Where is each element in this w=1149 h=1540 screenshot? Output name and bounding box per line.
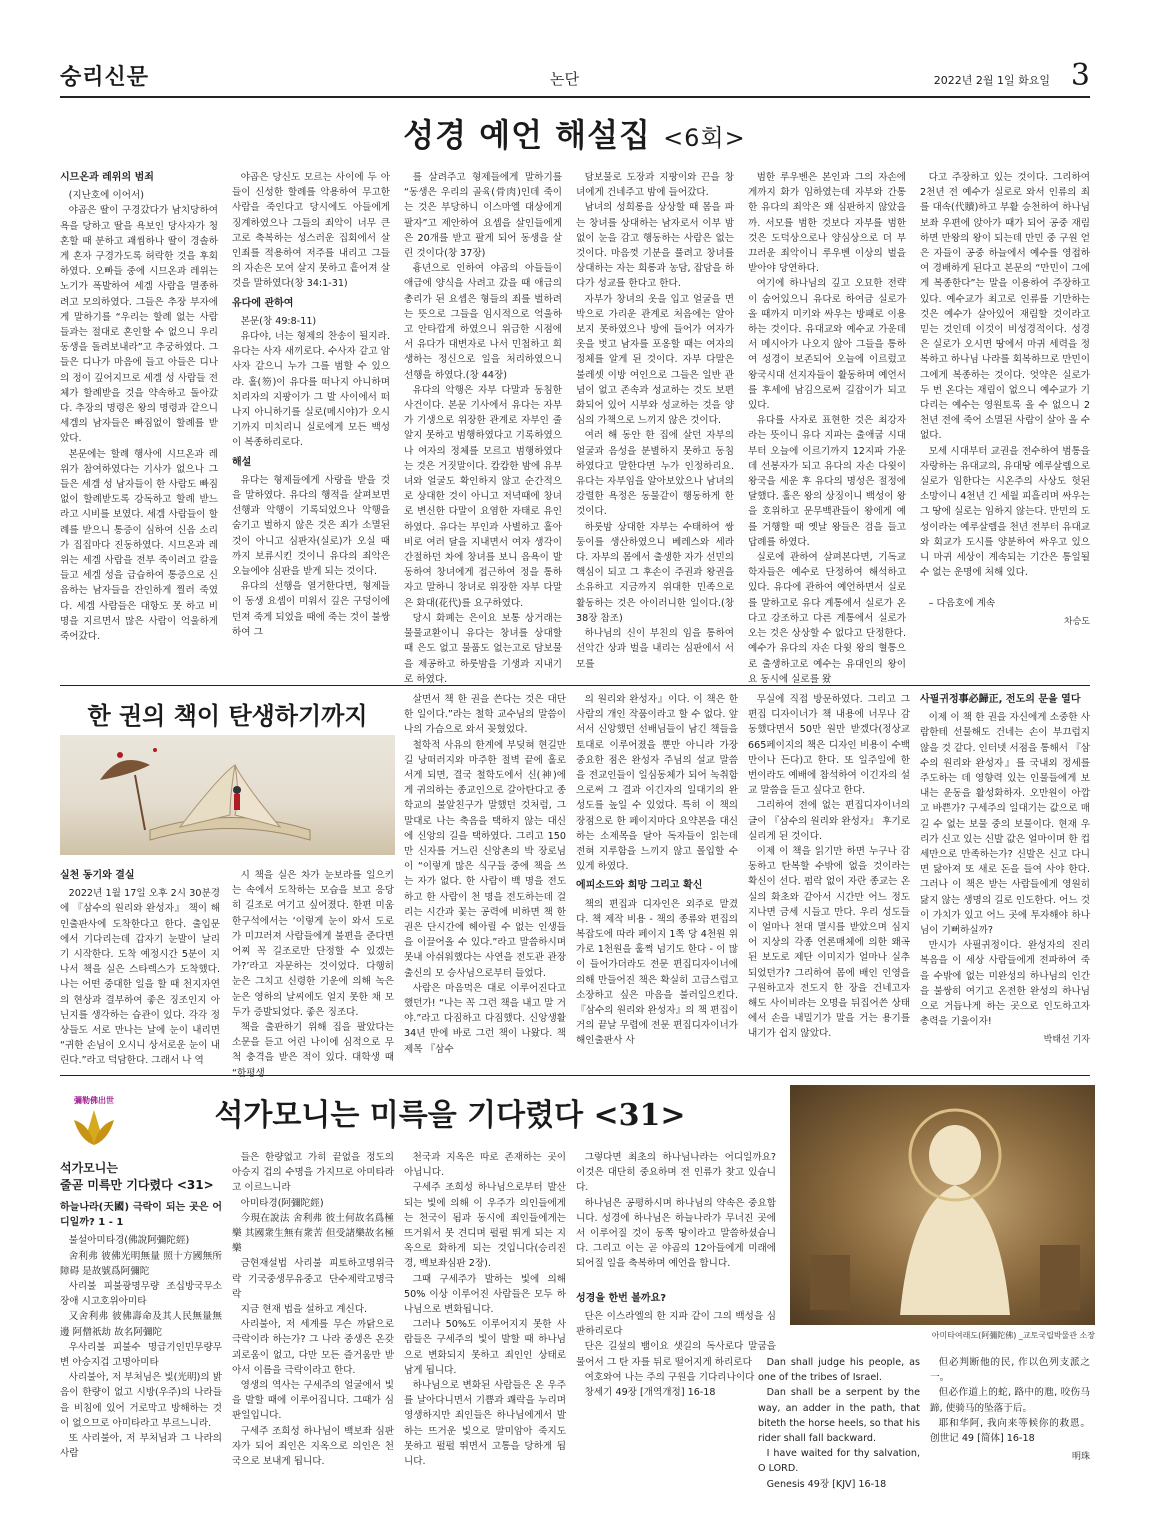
amitabha-painting bbox=[790, 1085, 1095, 1325]
paragraph: 남녀의 성희롱을 상상할 때 몸을 파는 창녀를 상대하는 남자로서 이부 밤 없이 눈을 감고 행동하는 사람은 없는 것이다. 마음껏 기분을 풀려고 창녀를 상대하는 자는 희롱과 농담, 잡담을 하다가 성교를 한다고 한다. bbox=[576, 202, 734, 290]
paragraph: 但必判断他的民, 作以色列支派之一。 bbox=[930, 1357, 1090, 1384]
buddha-col-6 bbox=[930, 1355, 1090, 1530]
section-divider-2 bbox=[60, 1075, 1090, 1076]
paragraph: 시 책을 실은 차가 눈보라를 일으키는 속에서 도착하는 모습을 보고 응당히 길조로 여기고 싶어졌다. 한편 미움 한구석에서는 ‘이렇게 눈이 와서 도로가 미끄러져 사람들에게 불편을 준다면 어찌 꼭 길조로만 단정할 수 있겠는가?’라고 자문하는 것이었다. 다행히 눈은 그치고 신령한 기운에 의해 녹은 눈은 영하의 날씨에도 얼지 못한 채 모두가 증발되었다. 좋은 징조다. bbox=[232, 870, 394, 1018]
paragraph: 이제 이 책 한 권을 자신에게 소중한 사람한테 선물해도 건네는 손이 부끄럽지 않을 것 같다. 인터넷 서점을 통해서 『삼수의 원리와 완성자』를 국내외 정세를 주도하는 데 영향력 있는 인물들에게 보내는 운동을 활성화하자. 오만원이 아깝고 바쁜가? 구세주의 일대기는 값으로 매길 수 없는 보물 중의 보물이다. 현재 우리가 신고 있는 신발 값은 얼마이며 한 컵세만으로 만족하는가? 신발은 신고 다니면 닳아져 또 새로 돈을 들여 사야 한다. 그러나 이 책은 받는 사람들에게 영원히 닳지 않는 생명의 길로 인도한다. 어느 것이 가치가 있고 어느 곳에 투자해야 하나님이 기뻐하실까? bbox=[920, 712, 1090, 937]
newspaper-logo: 숭리신문 bbox=[60, 65, 150, 90]
paragraph: 但必作道上的蛇, 路中的虺, 咬伤马蹄, 使骑马的坠落于后。 bbox=[930, 1387, 1090, 1414]
paragraph: 구세주 조희성 하나님이 백보좌 심판자가 되어 죄인은 지옥으로 의인은 천국으로 보내게 됩니다. bbox=[232, 1425, 394, 1468]
buddha-figure-icon bbox=[790, 1085, 1095, 1325]
page-number: 3 bbox=[1070, 58, 1090, 93]
paragraph: 여러 해 동안 한 집에 살던 자부의 얼굴과 음성을 분별하지 못하고 동침하였다고 말한다면 누가 인정하리요. 유다는 자부임을 알아보았으나 남녀의 강렬한 욕정은 동물같이 행동하게 한 것이다. bbox=[576, 430, 734, 518]
paragraph: 그렇다면 최초의 하나님나라는 어디일까요? 이것은 대단히 중요하며 전 인류가 찾고 있습니다. bbox=[576, 1152, 776, 1194]
subheading: 시므온과 레위의 범죄 bbox=[60, 172, 154, 183]
book-title-box bbox=[60, 690, 395, 740]
paragraph: 본문(창 49:8-11) bbox=[240, 315, 317, 327]
subheading: 하늘나라(天國) 극락이 되는 곳은 어디일까? 1 - 1 bbox=[60, 1202, 222, 1229]
buddha-col-5 bbox=[758, 1355, 920, 1530]
paragraph: 하룻밤 상대한 자부는 수태하여 쌍둥이를 생산하였으니 베레스와 세라다. 자부의 몸에서 출생한 자가 선민의 핵심이 되고 그 후손이 주권과 왕권을 소유하고 지금까지 위대한 민족으로 활동하는 것은 아이러니한 일이다.(창 38장 참조) bbox=[576, 521, 734, 624]
paragraph: 만시가 사필귀정이다. 완성자의 진리 복음을 이 세상 사람들에게 전파하여 죽을 수밖에 없는 미완성의 하나님의 인간을 불쌍히 여기고 온전한 완성의 하나님으로 거듭나게 하는 곳으로 인도하고자 총력을 기울이자! bbox=[920, 940, 1090, 1028]
paragraph: 당시 화폐는 은이요 보통 상거래는 물물교환이니 유다는 창녀를 상대할 때 은도 없고 물품도 없는고로 담보물을 제공하고 하룻밤을 기생과 지내기로 하였다. bbox=[404, 612, 562, 685]
prophecy-title bbox=[0, 110, 1149, 156]
paragraph: 그때 구세주가 발하는 빛에 의해 50% 이상 이루어진 사람들은 모두 하나님으로 변화됩니다. bbox=[404, 1273, 566, 1316]
paragraph: 창세기 49장 [개역개정] 16-18 bbox=[584, 1387, 716, 1399]
prophecy-col-6 bbox=[920, 170, 1090, 680]
section-name: 논단 bbox=[550, 70, 579, 88]
paragraph: 또 사리불아, 저 부처님과 그 나라의 사람 bbox=[60, 1433, 222, 1460]
paragraph: 천국과 지옥은 따로 존재하는 곳이 아닙니다. bbox=[404, 1152, 566, 1179]
subheading: 유다에 관하여 bbox=[232, 297, 294, 309]
paragraph: 본문에는 할례 행사에 시므온과 레위가 참여하였다는 기사가 없으나 그들은 세겜 성 남자들이 한 사람도 빠짐없이 할례받도록 강독하고 할례 받느라고 시비를 보였다. 세겜 사람들이 할례를 받으니 통증이 심하여 신음 소리가 집집마다 진동하였다. 시므온과 레위는 세겜 사람을 전부 죽이려고 칼을 들고 세겜 성을 급습하여 통증으로 신음하는 남자들을 잔인하게 찔러 죽였다. 세겜 사람들은 대항도 못 하고 비명을 지르면서 많은 사람이 억울하게 죽어갔다. bbox=[60, 448, 218, 643]
paragraph: 유다야, 너는 형제의 찬송이 될지라. 유다는 사자 새끼로다. 수사자 같고 암사자 같으니 누가 그를 범할 수 있으랴. 홀(笏)이 유다를 떠나지 아니하며 치리자의 지팡이가 그 발 사이에서 떠나지 아니하기를 실로(메시야)가 오시기까지 미치리니 실로에게 모든 백성이 복종하리로다. bbox=[232, 331, 390, 449]
paragraph: 실로에 관하여 살펴본다면, 기독교 학자들은 예수로 단정하여 해석하고 있다. 유다에 관하여 예언하면서 실로를 말하고로 유다 계통에서 실로가 온다고 강조하고 다른 계통에서 실로가 오는 것은 상상할 수 없다고 단정한다. 예수가 유다의 자손 다윗 왕의 혈통으로 출생하고로 예수는 유대인의 왕이요 동시에 실로를 왔 bbox=[748, 552, 906, 685]
subheading: 에피소드와 희망 그리고 확신 bbox=[576, 880, 703, 892]
prophecy-col-1 bbox=[60, 170, 218, 680]
paragraph: 금현재설법 사리불 피토하고명위극락 기국중생무유중고 단수제락고명극락 bbox=[232, 1258, 394, 1300]
prophecy-episode: <6회> bbox=[663, 124, 746, 152]
paragraph: 舍利弗 彼佛光明無量 照十方國無所障碍 是故號爲阿彌陀 bbox=[60, 1250, 222, 1277]
paragraph: 이제 이 책을 읽기만 하면 누구나 감동하고 탄복할 수밖에 없을 것이라는 확신이 선다. 펌락 없이 자란 종교는 온실의 화초와 같아서 시간만 어느 정도 지나면 금세 시들고 만다. 우리 성도들이 얼마나 천대 멸시를 받았으며 심지어 지상의 각종 언론매체에 의한 왜곡된 보도로 제단 이미지가 얼마나 실추되었던가? 그리하여 몸에 배인 인영을 구원하고자 전도지 한 장을 건네고자 해도 사이비라는 오명을 뒤집어쓴 상태에서 손을 내밀기가 말을 거는 용기를 내기가 쉽지 않았다. bbox=[748, 846, 910, 1040]
paragraph: 들은 한량없고 가히 끝없을 정도의 아승지 겁의 수명을 가지므로 아미타라고 이르느니라 bbox=[232, 1152, 394, 1194]
paragraph: 耶和华阿, 我向来等候你的救恩。 创世记 49 [简体] 16-18 bbox=[930, 1417, 1090, 1445]
paragraph: 구세주 조희성 하나님으로부터 발산되는 빛에 의해 이 우주가 의인들에게는 천국이 됨과 동시에 죄인들에게는 뜨거워서 못 견디며 펄펄 뛰게 되는 지옥으로 화하게 되는 것입니다(승리진경, 백보좌심판 2장). bbox=[404, 1182, 566, 1270]
book-title: 한 권의 책이 탄생하기까지 bbox=[87, 702, 368, 730]
paragraph: 그리하여 전에 없는 편집디자이너의 글이 『삼수의 원리와 완성자』 후기로 실리게 된 것이다. bbox=[748, 800, 910, 842]
prophecy-col-3 bbox=[404, 170, 562, 685]
paragraph bbox=[920, 580, 1090, 595]
buddha-col-3 bbox=[404, 1150, 566, 1530]
paragraph: 사리불아, 저 세계를 무슨 까닭으로 극락이라 하는가? 그 나라 중생은 온갖 괴로움이 없고, 다만 모든 즐거움만 받아서 이름을 극락이라고 한다. bbox=[232, 1319, 394, 1376]
paragraph: 다고 주장하고 있는 것이다. 그리하여 2천년 전 예수가 실로로 와서 인류의 죄를 대속(代贖)하고 부활 승천하여 하나님 보좌 우편에 앉아가 때가 되어 공중 재림하면 만왕의 왕이 되는데 만민 중 구원 얻은 자들이 공중 하늘에서 예수를 영접하여 경배하게 된다고 본문의 “만민이 그에게 복종한다”는 말을 이용하여 주장하고 있다. 예수교가 최고로 인류를 기만하는 것은 예수가 살아있어 재림할 것이라고 믿는 것인데 이것이 비성경적이다. 성경은 실로가 오시면 땅에서 마귀 세력을 정복하고 하나님 나라를 회복하므로 만민이 그에게 복종하는 것이다. 엇약은 실로가 두 번 온다는 재림이 없으니 예수교가 기다리는 예수는 영원토록 올 수 없으니 2천년 전에 죽어 소멸된 사람이 살아 올 수 없다. bbox=[920, 172, 1090, 442]
book-col-2 bbox=[232, 868, 394, 1079]
side-title-line-1: 석가모니는 bbox=[60, 1161, 118, 1175]
issue-date: 2022년 2월 1일 화요일 bbox=[933, 74, 1050, 87]
author-byline: 明珠 bbox=[1071, 1452, 1090, 1463]
paragraph bbox=[576, 1272, 776, 1287]
prophecy-col-5 bbox=[748, 170, 906, 685]
paragraph: 유다의 선행을 열거한다면, 형제들이 동생 요셉이 미워서 깊은 구덩이에 던져 죽게 되었을 때에 죽는 것이 불쌍하여 그 bbox=[232, 581, 390, 638]
paragraph: 여기에 하나님의 깊고 오묘한 전략이 숨어있으니 유다로 하여금 실로가 올 때까지 미키와 싸우는 방패로 이용하는 것이다. 유대교와 예수교 가운데서 메시아가 나오지 않아 그들을 통하여 성경이 보존되어 오늘에 이르렀고 왕국시대 선지자들이 활동하며 예언서를 후세에 남김으로써 길잡이가 되고 있다. bbox=[748, 278, 906, 412]
paragraph: 여호와여 나는 주의 구원을 기다리나이다 bbox=[584, 1371, 755, 1383]
side-title-line-2: 줄곧 미륵만 기다렸다 <31> bbox=[60, 1178, 214, 1192]
paragraph: 의 원리와 완성자』이다. 이 책은 한 사람의 개인 작품이라고 할 수 없다. 앞서서 신앙했던 선배님들이 남긴 책들을 토대로 이루어졌을 뿐만 아니라 가장 중요한 점은 완성자 주님의 설교 말씀을 전교인들이 일심동체가 되어 녹취함으로써 그 결과 이긴자의 일대기의 완성도를 높일 수 있었다. 특히 이 책의 장점으로 한 페이지마다 요약본을 대신하는 소제목을 달아 독자들이 읽는데 전혀 지루함을 느끼지 않고 몰입할 수 있게 하였다. bbox=[576, 694, 738, 873]
paragraph: 유다는 형제들에게 사랑을 받을 것을 말하였다. 유다의 행적을 살펴보면 선행과 악행이 기록되었으나 악행을 숨기고 벌하지 않은 것은 죄가 소멸된 것이 아니고 심판자(실로)가 오실 때까지 보류시킨 것이니 유다의 죄악은 오늘에야 심판을 받게 되는 것이다. bbox=[232, 474, 390, 578]
paragraph: 모세 시대부터 교권을 전수하여 범통을 자랑하는 유대교의, 유대땅 예루살렘으로 실로가 임한다는 시온주의 사상도 헛된 소망이니 4천년 긴 세월 피흘리며 싸우는 그 땅에 실로는 임하지 않는다. 만민의 도성이라는 예루살렘을 천년 전부터 유대교와 회교가 도시를 양분하여 싸우고 있으니 마귀 세상이 계속되는 기간은 통일될 수 없는 운명에 처해 있다. bbox=[920, 445, 1090, 579]
paragraph: 그러나 50%도 이루어지지 못한 사람들은 구세주의 빛이 발할 때 하나님으로 변화되지 못하고 죄인인 상태로 남게 됩니다. bbox=[404, 1319, 566, 1376]
paragraph: 아미타경(阿彌陀經) bbox=[240, 1197, 324, 1209]
paragraph: 자부가 창녀의 옷을 입고 얼굴을 면박으로 가리운 관계로 처음에는 알아보지 못하였으나 방에 들어가 여자가 옷을 벗고 남자를 포옹할 때는 여자의 정체를 알게 된 것이다. 자부 다말은 불레셋 이방 여인으로 그들은 일반 관념이 없고 존속과 성교하는 것도 보편화되어 있어 시부와 성교하는 것을 양심의 가책으로 느끼지 않은 것이다. bbox=[576, 293, 734, 427]
paragraph: Dan shall be a serpent by the way, an adder in the path, that biteth the horse heels, so that his rider shall fall backward. bbox=[758, 1387, 920, 1445]
author-byline: 차승도 bbox=[1063, 616, 1090, 627]
prophecy-col-2 bbox=[232, 170, 390, 680]
paragraph: 무실에 직접 방문하였다. 그리고 그 편집 디자이너가 책 내용에 너무나 감동했다면서 50만 원만 받겠다(정상교 665페이지의 책은 디자인 비용이 수백만이나 든다)고 한다. 또 일주일에 한 번이라도 예배에 참석하여 이긴자의 설교 말씀을 듣고 싶다고 한다. bbox=[748, 694, 910, 797]
paragraph: 하나님은 공평하시며 하나님의 약속은 중요합니다. 성경에 하나님은 하늘나라가 무너진 곳에서 이루어질 것이 동쪽 땅이라고 말씀하셨습니다. 그리고 이는 곧 야곱의 12아들에게 미래에 되어질 일을 축복하며 예언을 합니다. bbox=[576, 1197, 776, 1270]
subheading: 실천 동기와 결실 bbox=[60, 870, 135, 881]
paragraph: 又舍利弗 彼佛壽命及其人民無量無邊 阿僧祇劫 故名阿彌陀 bbox=[60, 1311, 222, 1338]
book-col-4 bbox=[576, 692, 738, 1072]
subheading: 성경을 한번 볼까요? bbox=[576, 1292, 667, 1304]
subheading: 해설 bbox=[232, 456, 252, 468]
paragraph: 살면서 책 한 권을 쓴다는 것은 대단한 일이다.”라는 철학 교수님의 말씀이 나의 가슴으로 와서 꽂혔었다. bbox=[404, 694, 566, 736]
paragraph: 단은 길섶의 뱀이요 샛길의 독사로다 말굽을 물어서 그 탄 자를 뒤로 떨어지게 하리로다 bbox=[576, 1341, 776, 1368]
paragraph: 범한 루우벤은 본인과 그의 자손에게까지 화가 임하였는데 자부와 간통한 유다의 죄악은 왜 심판하지 않았을까. 서모를 범한 것보다 자부를 범한 것은 도덕상으로나 양심상으로 더 부끄러운 죄악이니 루우벤 이상의 벌을 받아야 당연하다. bbox=[748, 172, 906, 275]
paragraph: 유다를 사자로 표현한 것은 최강자라는 뜻이니 유다 지파는 출애굽 시대부터 오늘에 이르기까지 12지파 가운데 선봉자가 되고 유다의 자손 다윗이 왕국을 세운 후 유다의 명성은 절정에 달했다. 홀은 왕의 상징이니 백성이 왕을 호위하고 문무백관들이 왕에게 예를 거행할 때 옛날 왕들은 검을 들고 답례를 하였다. bbox=[748, 415, 906, 548]
paragraph: I have waited for thy salvation, O LORD. bbox=[758, 1448, 920, 1475]
badge-label: 彌勒佛出世 bbox=[74, 1096, 114, 1105]
book-col-6 bbox=[920, 692, 1090, 1072]
buddha-col-2 bbox=[232, 1150, 394, 1530]
paragraph: 야곱은 딸이 구경갔다가 남치당하여 욕을 당하고 딸을 욕보인 당사자가 청혼할 때 분하고 괘씸하나 딸이 경솔하게 혼자 구경가도록 허락한 것을 후회하였다. 오빠들 중에 시므온과 레위는 노기가 폭발하여 세겜 사람을 멸종하려고 모의하였다. 그들은 추장 부자에게 말하기를 “우리는 할례 없는 사람들과는 절대로 혼인할 수 없으니 우리 동생을 돌려보내라”고 추궁하였다. 그들은 디나가 마음에 들고 아들은 디나의 정이 깊어지므로 세겜 성 사람들 전체가 할례받을 것을 약속하고 돌아갔다. 추장의 명령은 왕의 명령과 같으니 세겜의 남자들은 빠짐없이 할례를 받았다. bbox=[60, 205, 218, 445]
book-col-5 bbox=[748, 692, 910, 1072]
book-illustration bbox=[60, 735, 395, 855]
painting-caption: 아미타여래도(阿彌陀佛) _교토국립박물관 소장 bbox=[931, 1331, 1095, 1340]
paragraph: 하나님으로 변화된 사람들은 온 우주를 날아다니면서 기쁨과 쾌락을 누리며 영생하지만 죄인들은 하나님에게서 발하는 뜨거운 빛으로 말미암아 죽지도 못하고 펄펄 뛰면서 고통을 당하게 됩니다. bbox=[404, 1380, 566, 1468]
paragraph: 우사리불 피불수 명급기인민무량무변 아승지겁 고명아미타 bbox=[60, 1341, 222, 1369]
book-col-1 bbox=[60, 868, 220, 1073]
subheading: 사필귀정事必歸正, 전도의 문을 열다 bbox=[920, 694, 1081, 705]
lotus-icon bbox=[60, 1105, 128, 1150]
paragraph: 야곱은 당신도 모르는 사이에 두 아들이 신성한 할례를 악용하여 무고한 사람을 죽인다고 당시에도 아들에게 징계하였으나 그들의 죄악이 너무 큰고로 축복하는 성스러운 집회에서 살인죄를 적용하여 저주를 내리고 그들의 자손은 모여 살지 못하고 흩어져 살 것을 말하였다(창 34:1-31) bbox=[232, 172, 390, 290]
masthead bbox=[60, 58, 1090, 98]
author-byline: 박태선 기자 bbox=[1043, 1035, 1090, 1046]
prophecy-col-4 bbox=[576, 170, 734, 680]
paragraph: Dan shall judge his people, as one of the tribes of Israel. bbox=[758, 1357, 920, 1384]
paragraph: 흉년으로 인하여 야곱의 아들들이 애급에 양식을 사려고 갔을 때 애급의 총리가 된 요셉은 형들의 죄를 벌하려는 뜻으로 그들을 임시적으로 억울하고 안타깝게 하였으니 위급한 시점에서 유다가 대변자로 나서 민첩하고 희생하는 정신으로 일을 처리하였으니 선행을 하였다.(창 44장) bbox=[404, 263, 562, 381]
paragraph: 담보물로 도장과 지팡이와 끈을 창녀에게 건네주고 밤에 들어갔다. bbox=[576, 172, 734, 199]
book-col-3 bbox=[404, 692, 566, 1072]
buddha-col-1 bbox=[60, 1200, 222, 1530]
paragraph: 今現在說法 舍利弗 彼土何故名爲極樂 其國衆生無有衆苦 但受諸樂故名極樂 bbox=[232, 1212, 394, 1255]
paragraph: 사람은 마음먹은 대로 이루어진다고 했던가! “나는 꼭 그런 책을 내고 말 거야.”라고 다짐하고 다짐했다. 신앙생활 34년 만에 바로 그런 책이 나왔다. 책 제목 『삼수 bbox=[404, 982, 566, 1055]
paragraph: 단은 이스라엘의 한 지파 같이 그의 백성을 심판하리로다 bbox=[576, 1311, 776, 1338]
paragraph: Genesis 49장 [KJV] 16-18 bbox=[766, 1478, 887, 1490]
paragraph: 지금 현재 법을 설하고 계신다. bbox=[240, 1304, 368, 1316]
buddha-side-title bbox=[60, 1160, 220, 1194]
paragraph: 책의 편집과 디자인은 외주로 맡겼다. 책 제작 비용 - 책의 종류와 편집의 복잡도에 따라 페이지 1쪽 당 4천원 위 가로 1천원을 훌쩍 넘기도 한다 - 이 많이 들어가더라도 전문 편집디자이너에 의해 만들어진 책은 확실히 고급스럽고 소장하고 싶은 마음을 불러일으킨다. 『삼수의 원리와 완성자』의 책 편집이 거의 끝날 무렵에 전문 편집디자이너가 해인출판사 사 bbox=[576, 898, 738, 1047]
maitreya-badge bbox=[60, 1095, 128, 1150]
paragraph: 불설아미타경(佛說阿彌陀經) bbox=[68, 1235, 190, 1247]
open-book-icon bbox=[60, 735, 395, 855]
paragraph: 를 살려주고 형제들에게 말하기를 “동생은 우리의 골육(骨肉)인데 죽이는 것은 부당하니 이스마엘 대상에게 팔자”고 제안하여 요셉을 살인들에게 은 20개를 받고 팔게 되어 동생을 살린 것이다(창 37장) bbox=[404, 172, 562, 260]
paragraph: 사리불아, 저 부처님은 빛(光明)의 밝음이 한량이 없고 시방(우주)의 나라들을 비침에 있어 거로막고 방해하는 것이 없으므로 아미타라고 부르느니라. bbox=[60, 1372, 222, 1429]
section-divider bbox=[60, 685, 1090, 686]
paragraph: – 다음호에 계속 bbox=[928, 597, 996, 609]
paragraph: 하나님의 신이 부친의 임을 통하여 선악간 상과 벌을 내리는 심판에서 서모를 bbox=[576, 628, 734, 670]
prophecy-title-text: 성경 예언 해설집 bbox=[403, 116, 651, 154]
buddha-title: 석가모니는 미륵을 기다렸다 <31> bbox=[214, 1098, 686, 1133]
paragraph: (지난호에 이어서) bbox=[68, 190, 145, 202]
paragraph: 철학적 사유의 한계에 부딪혀 현길만길 낭떠러지와 마주한 절벽 끝에 홀로 서게 되면, 결국 철학도에서 신(神)에게 귀의하는 종교인으로 갈아탄다고 종학교의 불알친구가 말했던 것처럼, 그 말대로 나는 축음을 택하지 않는 대신에 신앙의 길을 택하였다. 그리고 150만 신자를 거느린 신앙촌의 박 장로님이 “이렇게 많은 식구들 중에 책을 쓰는 자가 없다. 한 사람이 백 명을 전도하고 한 사람이 천 명을 전도하는데 걸리는 시간과 꽃는 공력에 비하면 책 한 권은 단시간에 헤아릴 수 없는 인생들을 이끌어올 수 있다.”라고 말씀하시며 못내 아쉬워했다는 사연을 전도관 관장 출신의 모 승사님으로부터 들었다. bbox=[404, 739, 566, 979]
paragraph: 영생의 역사는 구세주의 얼굴에서 빛을 발할 때에 이루어집니다. 그때가 심판일입니다. bbox=[232, 1380, 394, 1422]
paragraph: 사리불 피불광명무량 조십방국무소장애 시고호위아미타 bbox=[60, 1281, 222, 1308]
paragraph: 책을 출판하기 위해 집을 팔았다는 소문을 듣고 어린 나이에 심적으로 무척 충격을 받은 적이 있다. 대학생 때 “한평생 bbox=[232, 1022, 394, 1079]
buddha-col-4 bbox=[576, 1150, 776, 1530]
paragraph: 2022년 1월 17일 오후 2시 30분경에 『삼수의 원리와 완성자』 책이 해인출판사에 도착한다고 한다. 출입문에서 기다리는데 갑자기 눈발이 날리기 시작한다. 도착 예정시간 5분이 지나서 책을 실은 스타렉스가 도착했다. 나는 어떤 중대한 일을 할 때 천지자연의 현상과 결부하여 좋은 징조인지 아닌지를 생각하는 습관이 있다. 각각 정상들도 서로 만나는 날에 눈이 내리면 “귀한 손님이 오시니 상서로운 눈이 내린다.”라고 덕담한다. 그래서 나 역 bbox=[60, 888, 220, 1067]
paragraph: 유다의 악행은 자부 다말과 동침한 사건이다. 본문 기사에서 유다는 자부가 기생으로 위장한 관계로 자부인 줄 알지 못하고 범행하였다고 기록하였으나 여자의 정체를 모르고 범행하였다는 것은 거짓말이다. 캄캄한 밤에 유부녀와 얼굴도 확인하지 않고 순간적으로 상대한 것이 아니고 저녁때에 창녀로 변신한 다말이 요염한 자태로 유인하였다. 유다는 부인과 사별하고 홀아비로 여러 달을 지내면서 여자 생각이 간절하던 차에 창녀를 보니 음욕이 발동하여 창녀에게 접근하여 정을 통하자고 말하니 창녀로 위장한 자부 다말은 화대(花代)를 요구하였다. bbox=[404, 384, 562, 609]
